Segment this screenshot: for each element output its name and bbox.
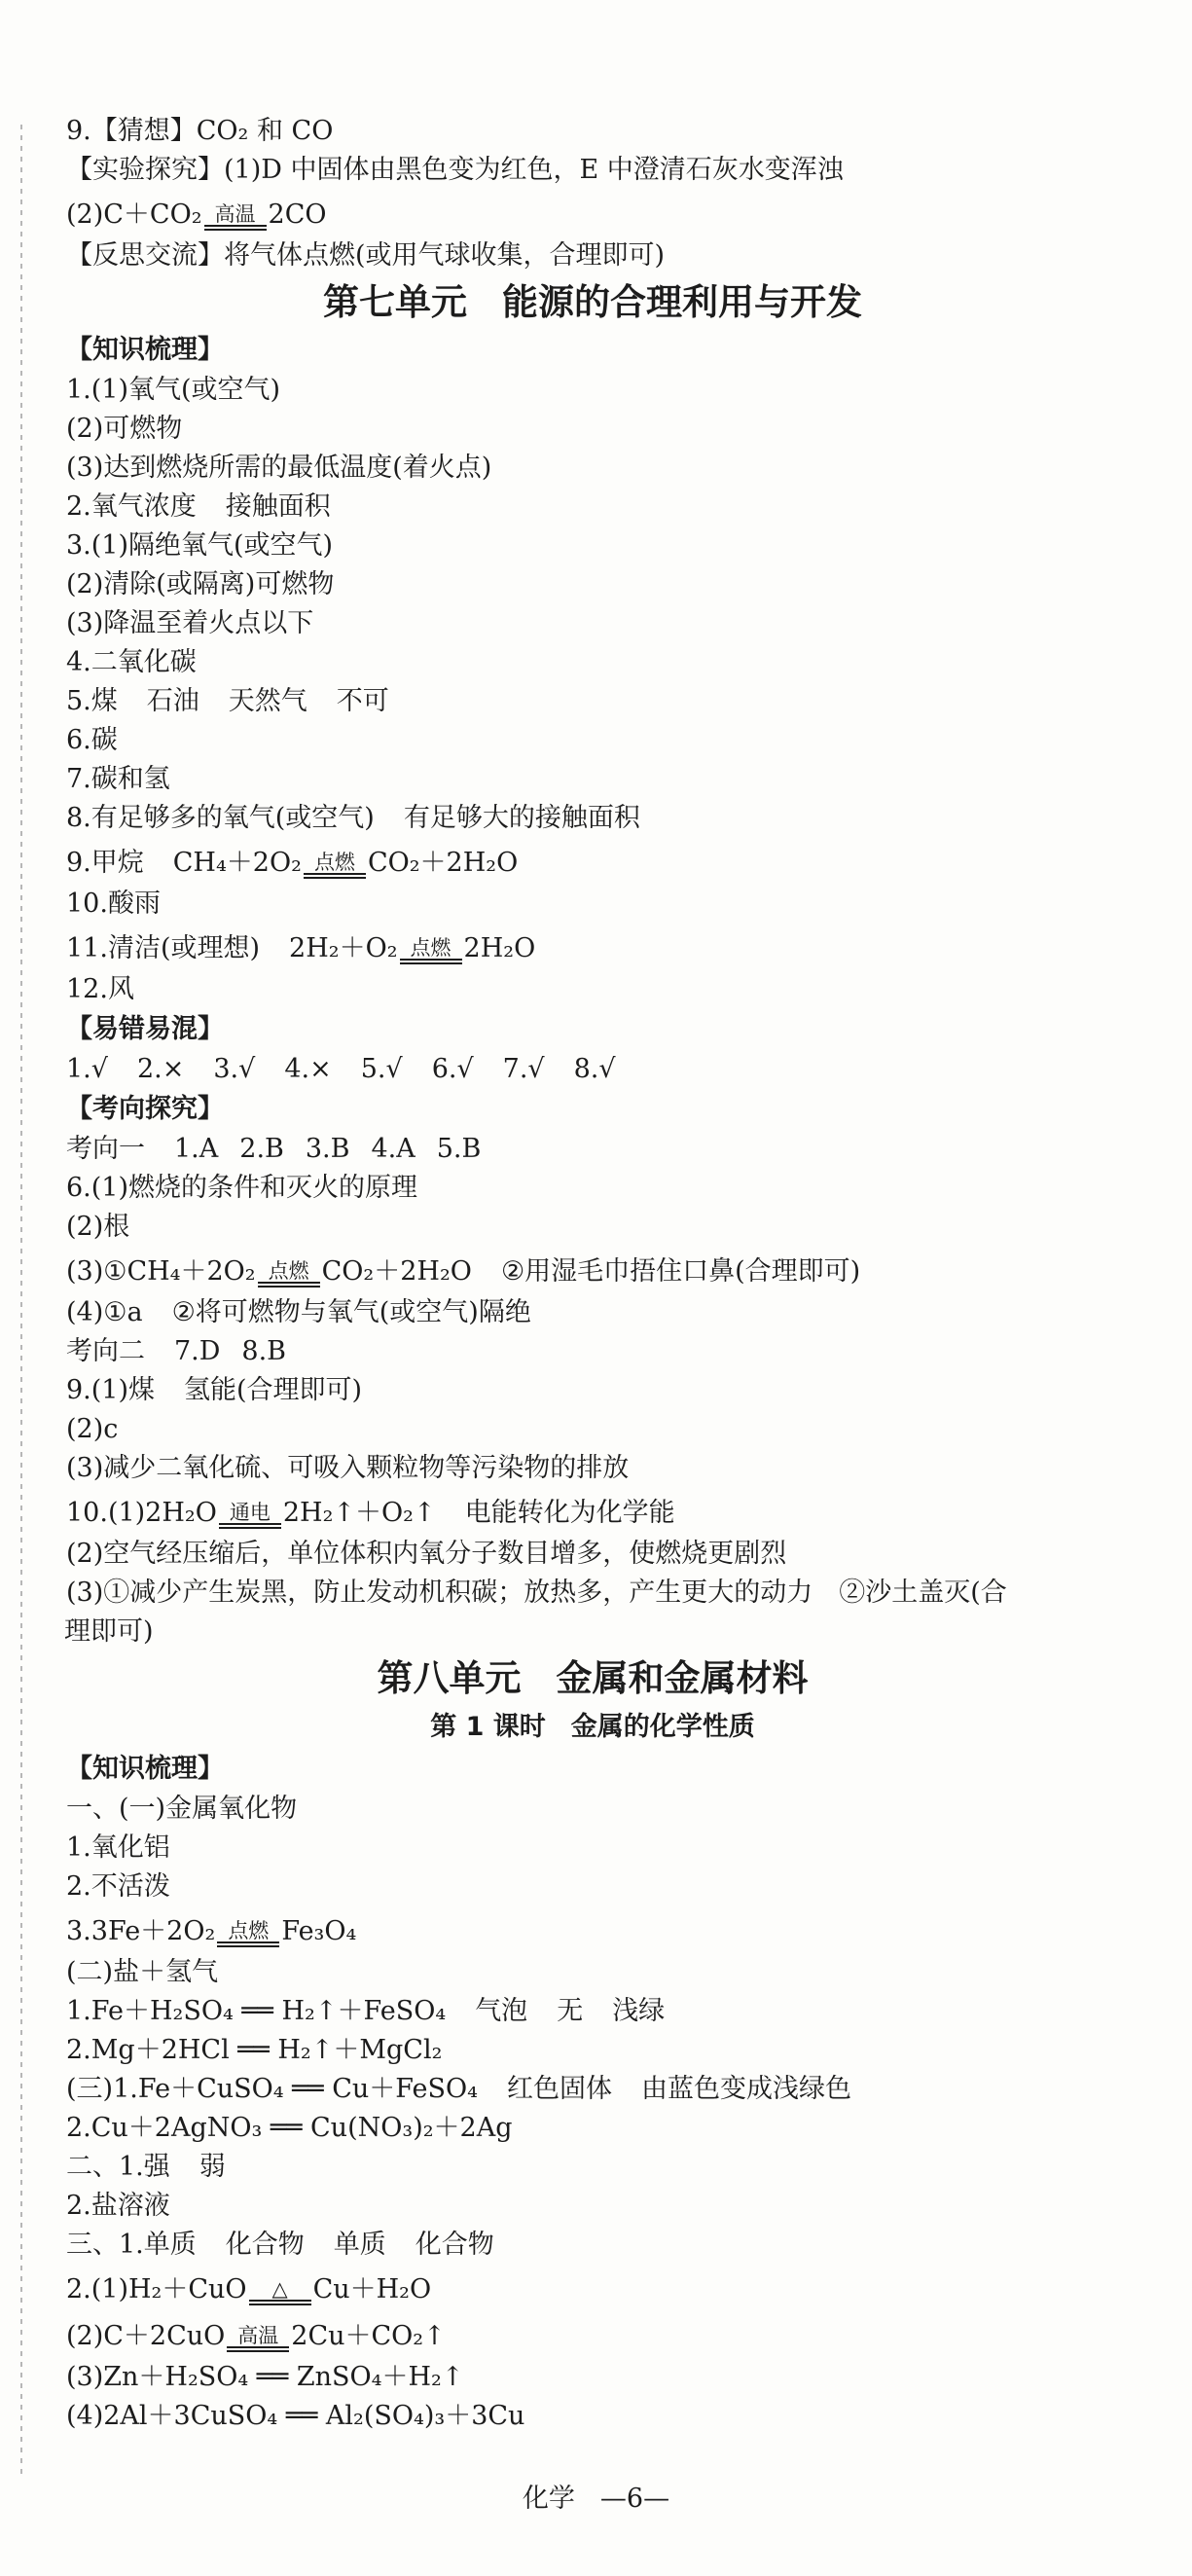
- mistake-answer: 4.×: [284, 1054, 332, 1084]
- k1-1: 1.(1)氧气(或空气): [66, 375, 281, 405]
- unit-number: 第七单元: [323, 281, 467, 323]
- unit-8-title: [39, 1651, 1146, 1706]
- equals-sign: [249, 2300, 311, 2305]
- q9-equation: [66, 190, 1146, 236]
- equation-products: CO₂＋2H₂O: [321, 1256, 472, 1287]
- answer-text: 无: [557, 1996, 584, 2026]
- m6: [66, 1992, 1146, 2031]
- k6: 6.碳: [66, 725, 118, 755]
- condition-text: 点燃: [313, 851, 355, 874]
- unit-7-title: [39, 275, 1146, 330]
- answer-page-content: [66, 112, 1146, 2436]
- k3-3: (3)降温至着火点以下: [66, 608, 314, 638]
- mistake-answer: 3.√: [213, 1054, 256, 1084]
- section-knowledge-2: 【知识梳理】: [66, 1754, 224, 1784]
- page-footer: [0, 2480, 1192, 2519]
- answer-text: 浅绿: [612, 1996, 666, 2026]
- equation-reactants: CH₄＋2O₂: [172, 848, 302, 878]
- m10: [66, 2148, 1146, 2187]
- equation-products: 2H₂O: [463, 933, 536, 963]
- equals-sign: [258, 1282, 320, 1288]
- answer-text: 弱: [199, 2152, 226, 2182]
- k9-equation: [66, 838, 1146, 885]
- answer-text: 11.清洁(或理想): [66, 933, 261, 963]
- answer-text: 气泡: [475, 1996, 528, 2026]
- e9-1: [66, 1371, 1146, 1410]
- subject-label: 化学: [522, 2484, 575, 2514]
- mistake-answer: 1.√: [66, 1054, 108, 1084]
- page-number: —6—: [599, 2484, 670, 2514]
- k4: 4.二氧化碳: [66, 647, 197, 677]
- unit-name: 能源的合理利用与开发: [502, 281, 862, 323]
- answer-text: 9.(1)煤: [66, 1375, 156, 1405]
- m1: 一、(一)金属氧化物: [66, 1794, 298, 1824]
- chemical-equation: (三)1.Fe＋CuSO₄ ══ Cu＋FeSO₄: [66, 2074, 478, 2104]
- m11: 2.盐溶液: [66, 2191, 170, 2221]
- answer-text: 5.煤: [66, 686, 118, 716]
- equals-sign: [227, 2346, 289, 2352]
- explore-1: [66, 1130, 1146, 1169]
- m15: (3)Zn＋H₂SO₄ ══ ZnSO₄＋H₂↑: [66, 2362, 464, 2392]
- condition-text: 高温: [237, 2324, 279, 2347]
- answer-text: 氢能(合理即可): [184, 1375, 363, 1405]
- answer-text: ②用湿毛巾捂住口鼻(合理即可): [500, 1256, 861, 1287]
- m13-equation: [66, 2265, 1146, 2311]
- k10: 10.酸雨: [66, 889, 161, 919]
- reaction-condition: [249, 2278, 311, 2305]
- k1-3: (3)达到燃烧所需的最低温度(着火点): [66, 453, 492, 483]
- unit-number: 第八单元: [377, 1657, 522, 1699]
- equals-sign: [204, 225, 267, 231]
- m3: 2.不活泼: [66, 1871, 170, 1902]
- equals-sign: [217, 1941, 279, 1947]
- k2: [66, 488, 1146, 526]
- reaction-condition: [258, 1260, 320, 1288]
- m2: 1.氧化铝: [66, 1832, 170, 1863]
- answer-text: ②将可燃物与氧气(或空气)隔绝: [171, 1297, 531, 1327]
- k1-2: (2)可燃物: [66, 414, 183, 444]
- equation-reactants: (2)C＋2CuO: [66, 2321, 226, 2351]
- direction-label: 考向一: [66, 1134, 145, 1164]
- e10-2: (2)空气经压缩后，单位体积内氧分子数目增多，使燃烧更剧烈: [66, 1539, 787, 1569]
- e10-3: (3)①减少产生炭黑，防止发动机积碳；放热多，产生更大的动力 ②沙土盖灭(合: [66, 1578, 1007, 1608]
- m4-equation: [66, 1906, 1146, 1953]
- reaction-condition: [204, 203, 267, 231]
- equation-products: 2Cu＋CO₂↑: [291, 2321, 446, 2351]
- direction-label: 考向二: [66, 1336, 145, 1366]
- m16: (4)2Al＋3CuSO₄ ══ Al₂(SO₄)₃＋3Cu: [66, 2401, 525, 2431]
- chemical-equation: 1.Fe＋H₂SO₄ ══ H₂↑＋FeSO₄: [66, 1996, 447, 2026]
- answer-text: 电能转化为化学能: [464, 1498, 675, 1528]
- k5: [66, 682, 1146, 721]
- section-explore: 【考向探究】: [66, 1094, 224, 1124]
- answer-text: 2.氧气浓度: [66, 491, 197, 522]
- choice-answer: 1.A: [174, 1134, 219, 1164]
- unit-name: 金属和金属材料: [556, 1657, 809, 1699]
- answer-text: (4)①a: [66, 1297, 143, 1327]
- q9-guess: 9.【猜想】CO₂ 和 CO: [66, 116, 334, 146]
- condition-text: 通电: [229, 1501, 271, 1524]
- m5: (二)盐＋氢气: [66, 1957, 219, 1987]
- answer-text: 石油: [146, 686, 199, 716]
- binding-margin-rule: [20, 125, 22, 2480]
- lesson-name: 金属的化学性质: [570, 1712, 755, 1742]
- section-knowledge: 【知识梳理】: [66, 335, 224, 365]
- answer-text: 三、1.单质: [66, 2230, 197, 2260]
- answer-text: 红色固体: [506, 2074, 612, 2104]
- e6-2: (2)根: [66, 1212, 130, 1242]
- e9-2: (2)c: [66, 1414, 119, 1444]
- q9-reflection: 【反思交流】将气体点燃(或用气球收集，合理即可): [66, 240, 666, 271]
- lesson-number: 第 1 课时: [430, 1712, 546, 1742]
- answer-text: 化合物: [415, 2230, 494, 2260]
- m8: [66, 2070, 1146, 2109]
- mistake-answer: 5.√: [360, 1054, 403, 1084]
- choice-answer: 5.B: [436, 1134, 482, 1164]
- choice-answer: 7.D: [174, 1336, 221, 1366]
- equals-sign: [304, 873, 366, 879]
- mistake-answer: 7.√: [502, 1054, 545, 1084]
- answer-text: 二、1.强: [66, 2152, 170, 2182]
- choice-answer: 8.B: [241, 1336, 287, 1366]
- choice-answer: 2.B: [239, 1134, 284, 1164]
- answer-text: 不可: [336, 686, 389, 716]
- answer-text: 单质: [333, 2230, 386, 2260]
- k7: 7.碳和氢: [66, 764, 170, 794]
- reaction-condition: [400, 937, 462, 964]
- k3-2: (2)清除(或隔离)可燃物: [66, 569, 335, 599]
- condition-text: 点燃: [268, 1259, 309, 1283]
- condition-text: △: [271, 2277, 288, 2301]
- lesson-title: [39, 1706, 1146, 1749]
- equation-products: Fe₃O₄: [281, 1916, 357, 1946]
- equation-products: CO₂＋2H₂O: [367, 848, 519, 878]
- answer-text: 天然气: [228, 686, 307, 716]
- reaction-condition: [219, 1502, 281, 1529]
- reaction-condition: [227, 2325, 289, 2352]
- equation-products: Cu＋H₂O: [312, 2274, 432, 2304]
- equation-reactants: 10.(1)2H₂O: [66, 1498, 217, 1528]
- answer-text: 8.有足够多的氧气(或空气): [66, 803, 375, 833]
- e9-3: (3)减少二氧化硫、可吸入颗粒物等污染物的排放: [66, 1453, 630, 1483]
- e6-3-equation: [66, 1247, 1146, 1293]
- equation-reactants: (3)①CH₄＋2O₂: [66, 1256, 256, 1287]
- e10-equation: [66, 1488, 1146, 1535]
- m9: 2.Cu＋2AgNO₃ ══ Cu(NO₃)₂＋2Ag: [66, 2113, 513, 2143]
- condition-text: 点燃: [228, 1919, 270, 1942]
- m14-equation: [66, 2311, 1146, 2358]
- choice-answer: 3.B: [305, 1134, 350, 1164]
- e10-3-continued: 理即可): [64, 1616, 154, 1647]
- k11-equation: [66, 924, 1146, 970]
- equals-sign: [400, 959, 462, 964]
- m7: 2.Mg＋2HCl ══ H₂↑＋MgCl₂: [66, 2035, 443, 2065]
- mistake-answer: 2.×: [136, 1054, 185, 1084]
- answer-text: 有足够大的接触面积: [403, 803, 640, 833]
- answer-text: 由蓝色变成浅绿色: [640, 2074, 851, 2104]
- mistake-answer: 6.√: [431, 1054, 474, 1084]
- choice-answer: 4.A: [371, 1134, 415, 1164]
- k8: [66, 799, 1146, 838]
- answer-text: 化合物: [225, 2230, 305, 2260]
- q9-experiment: 【实验探究】(1)D 中固体由黑色变为红色，E 中澄清石灰水变浑浊: [66, 155, 844, 185]
- m12: [66, 2226, 1146, 2265]
- equation-products: 2H₂↑＋O₂↑: [282, 1498, 436, 1528]
- condition-text: 高温: [214, 202, 256, 226]
- equation-reactants: 2H₂＋O₂: [289, 933, 398, 963]
- section-mistakes: 【易错易混】: [66, 1014, 224, 1044]
- k3-1: 3.(1)隔绝氧气(或空气): [66, 530, 334, 561]
- equation-reactants: 2.(1)H₂＋CuO: [66, 2274, 247, 2304]
- k12: 12.风: [66, 974, 134, 1004]
- mistakes-answers: [66, 1050, 1146, 1089]
- e6-1: 6.(1)燃烧的条件和灭火的原理: [66, 1173, 418, 1203]
- answer-text: 接触面积: [225, 491, 331, 522]
- reaction-condition: [217, 1920, 279, 1947]
- mistake-answer: 8.√: [573, 1054, 616, 1084]
- equation-products: 2CO: [268, 200, 327, 230]
- equation-reactants: 3.3Fe＋2O₂: [66, 1916, 216, 1946]
- reaction-condition: [304, 852, 366, 879]
- answer-text: 9.甲烷: [66, 848, 144, 878]
- condition-text: 点燃: [410, 936, 452, 960]
- equation-reactants: (2)C＋CO₂: [66, 200, 202, 230]
- equals-sign: [219, 1523, 281, 1529]
- e6-4: [66, 1293, 1146, 1332]
- explore-2: [66, 1332, 1146, 1371]
